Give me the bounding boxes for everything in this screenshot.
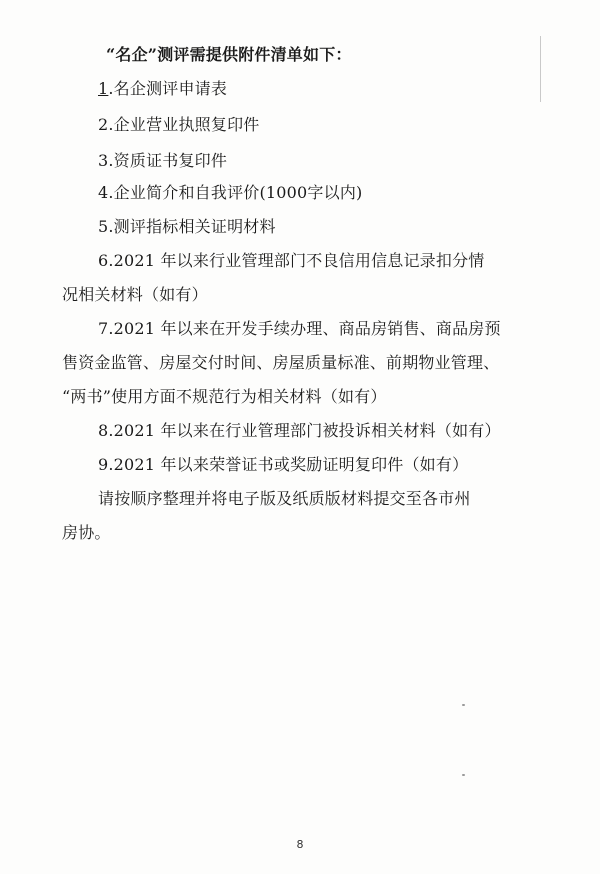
- list-item-3: 3.资质证书复印件: [98, 151, 228, 170]
- list-item-2: 2.企业营业执照复印件: [98, 115, 260, 134]
- list-item-4: 4.企业简介和自我评价(1000字以内): [98, 183, 363, 202]
- scan-speck: [462, 704, 465, 706]
- scan-edge-line: [540, 36, 541, 102]
- list-item-6-line-2: 况相关材料（如有）: [62, 285, 208, 304]
- list-item-5: 5.测评指标相关证明材料: [98, 217, 276, 236]
- list-item-1-text: .名企测评申请表: [108, 79, 228, 98]
- list-item-8: 8.2021 年以来在行业管理部门被投诉相关材料（如有）: [98, 421, 501, 440]
- closing-line-2: 房协。: [62, 523, 111, 542]
- list-item-9: 9.2021 年以来荣誉证书或奖励证明复印件（如有）: [98, 455, 469, 474]
- closing-line-1: 请按顺序整理并将电子版及纸质版材料提交至各市州: [98, 489, 471, 508]
- list-item-7-line-3: “两书”使用方面不规范行为相关材料（如有）: [62, 387, 387, 406]
- list-item-6-line-1: 6.2021 年以来行业管理部门不良信用信息记录扣分情: [98, 251, 485, 270]
- page-number: 8: [296, 838, 304, 851]
- list-item-7-line-2: 售资金监管、房屋交付时间、房屋质量标准、前期物业管理、: [62, 353, 500, 372]
- list-item-1-number: 1: [98, 79, 109, 98]
- page-heading: “名企”测评需提供附件清单如下：: [106, 45, 352, 64]
- scan-speck: [462, 774, 465, 776]
- list-item-7-line-1: 7.2021 年以来在开发手续办理、商品房销售、商品房预: [98, 319, 501, 338]
- list-item-1: [98, 78, 227, 100]
